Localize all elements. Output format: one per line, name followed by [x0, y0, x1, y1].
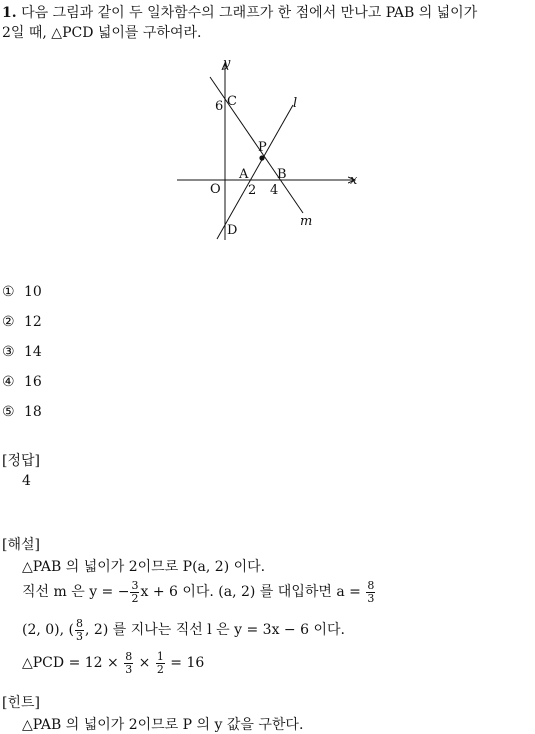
answer-label: [정답] [2, 453, 40, 469]
explanation-line-2: 직선 m 은 y = − $\frac{3}{2}$ x + 6 이다. (a, 2) 를 대입하면 a = $\frac{8}{3}$ [22, 578, 375, 605]
question-line-2: 2일 때, △PCD 넓이를 구하여라. [2, 25, 202, 41]
line-m-label: m [300, 214, 313, 229]
fraction-1-2: $\frac{1}{2}$ [156, 649, 164, 676]
point-b-label: B [277, 167, 287, 182]
origin-label: O [210, 182, 221, 197]
option-2[interactable]: ② 12 [2, 314, 42, 330]
y-axis-label: y [223, 56, 231, 71]
explanation-line-1: △PAB 의 넓이가 2이므로 P(a, 2) 이다. [22, 559, 266, 575]
fraction-8-3: $\frac{8}{3}$ [367, 578, 375, 605]
x-axis-label: x [350, 173, 358, 188]
graph-figure [175, 55, 365, 245]
point-p-label: P [258, 140, 267, 155]
question-number: 1. [2, 5, 17, 21]
point-a-label: A [239, 167, 249, 182]
question-line-1 [2, 2, 477, 24]
hint-label: [힌트] [2, 695, 40, 711]
y-tick-6: 6 [215, 99, 224, 114]
point-c-label: C [227, 94, 237, 109]
explanation-line-3: (2, 0), ( $\frac{8}{3}$ , 2) 를 지나는 직선 l 은 y = 3x − 6 이다. [22, 616, 345, 643]
hint-text: △PAB 의 넓이가 2이므로 P 의 y 값을 구한다. [22, 717, 304, 733]
option-3[interactable]: ③ 14 [2, 344, 42, 360]
option-5[interactable]: ⑤ 18 [2, 404, 42, 420]
x-tick-4: 4 [270, 183, 279, 198]
fraction-8-3-b: $\frac{8}{3}$ [76, 616, 84, 643]
answer-value: 4 [22, 473, 31, 489]
explanation-label: [해설] [2, 537, 40, 553]
graph-svg [175, 55, 365, 245]
line-m [210, 77, 303, 213]
question-text-1: 다음 그림과 같이 두 일차함수의 그래프가 한 점에서 만나고 PAB 의 넓이가 [21, 5, 478, 21]
fraction-3-2: $\frac{3}{2}$ [131, 578, 139, 605]
x-tick-2: 2 [248, 183, 257, 198]
fraction-8-3-c: $\frac{8}{3}$ [125, 649, 133, 676]
option-1[interactable]: ① 10 [2, 284, 42, 300]
point-p-dot [259, 155, 264, 160]
option-4[interactable]: ④ 16 [2, 374, 42, 390]
line-l-label: l [293, 96, 298, 111]
point-d-label: D [227, 223, 238, 238]
explanation-line-4: △PCD = 12 × $\frac{8}{3}$ × $\frac{1}{2}$ = 16 [22, 649, 205, 676]
